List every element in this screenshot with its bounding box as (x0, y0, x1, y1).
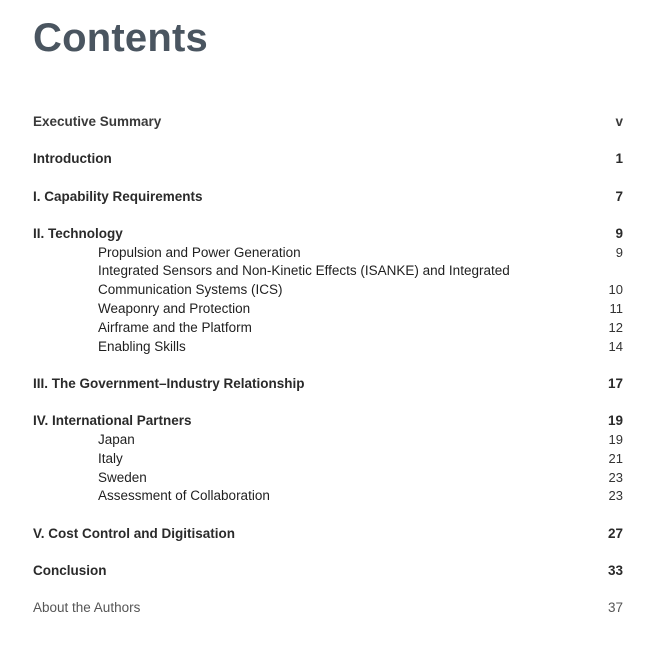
toc-sublabel: Sweden (98, 469, 147, 485)
toc-page-number: 19 (607, 413, 623, 429)
toc-subentry[interactable] (33, 450, 623, 469)
toc-page-number: 21 (608, 450, 623, 466)
toc-page-number: 1 (615, 151, 623, 167)
toc-page-number: 23 (608, 488, 623, 504)
toc-page-number: 23 (608, 469, 623, 485)
toc-label: I. Capability Requirements (33, 188, 203, 204)
toc-entry-about-authors[interactable] (33, 599, 623, 618)
toc-entry-capability-requirements[interactable] (33, 188, 623, 207)
toc-sublabel: Japan (98, 432, 135, 448)
toc-subentry[interactable] (33, 319, 623, 338)
toc-page-number: 9 (615, 225, 623, 241)
toc-page-number: v (615, 114, 623, 129)
toc-subentry[interactable] (33, 281, 623, 300)
toc-entry-conclusion[interactable] (33, 562, 623, 581)
toc-label: Conclusion (33, 563, 107, 579)
toc-page-number: 33 (607, 563, 623, 579)
toc-sublabel: Propulsion and Power Generation (98, 244, 301, 260)
toc-subentry[interactable] (33, 262, 623, 281)
toc-entry-cost-control[interactable] (33, 525, 623, 544)
toc-label: III. The Government–Industry Relationship (33, 375, 305, 391)
toc-label: Executive Summary (33, 114, 162, 129)
toc-subentry[interactable] (33, 244, 623, 263)
toc-entry-executive-summary[interactable] (33, 113, 623, 132)
toc-page-number: 12 (608, 319, 623, 335)
toc-sublabel: Italy (98, 450, 123, 466)
toc-page-number: 11 (609, 301, 623, 317)
table-of-contents (33, 113, 623, 618)
toc-entry-technology[interactable] (33, 225, 623, 244)
toc-sublabel: Communication Systems (ICS) (98, 282, 283, 298)
toc-subentry[interactable] (33, 300, 623, 319)
toc-subentry[interactable] (33, 338, 623, 357)
toc-page-number: 17 (607, 375, 623, 391)
page-title: Contents (33, 16, 208, 60)
toc-entry-government-industry[interactable] (33, 375, 623, 394)
toc-page-number: 37 (607, 600, 623, 616)
toc-entry-international-partners[interactable] (33, 412, 623, 431)
toc-label: Introduction (33, 151, 112, 167)
toc-sublabel: Weaponry and Protection (98, 301, 251, 317)
toc-page-number: 7 (615, 188, 623, 204)
toc-page-number: 27 (607, 525, 623, 541)
toc-label: About the Authors (33, 600, 141, 616)
toc-page-number: 14 (608, 338, 623, 354)
toc-label: V. Cost Control and Digitisation (33, 525, 236, 541)
toc-subentry[interactable] (33, 487, 623, 506)
toc-page-number: 9 (615, 244, 623, 260)
toc-page-number: 10 (608, 282, 623, 298)
toc-page-number: 19 (608, 432, 623, 448)
toc-subentry[interactable] (33, 431, 623, 450)
toc-sublabel: Assessment of Collaboration (98, 488, 270, 504)
toc-subentry[interactable] (33, 469, 623, 488)
toc-sublabel: Airframe and the Platform (98, 319, 252, 335)
toc-label: IV. International Partners (33, 413, 192, 429)
toc-sublabel: Enabling Skills (98, 338, 186, 354)
toc-sublabel: Integrated Sensors and Non-Kinetic Effects (ISANKE) and Integrated (98, 263, 510, 279)
toc-entry-introduction[interactable] (33, 150, 623, 169)
toc-label: II. Technology (33, 225, 123, 241)
